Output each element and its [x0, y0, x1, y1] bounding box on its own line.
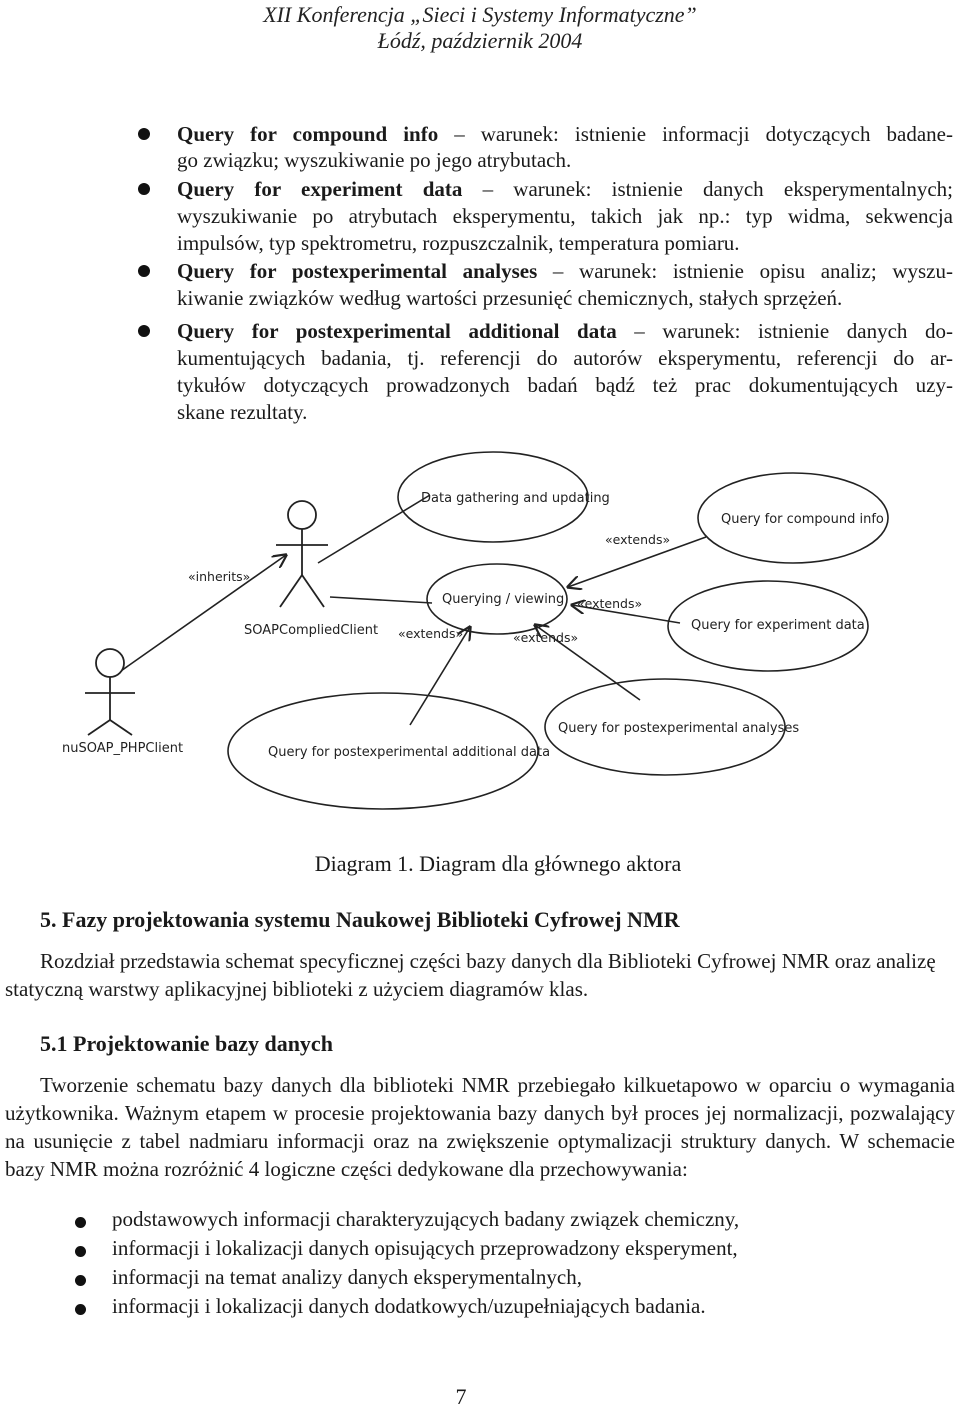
bullet-line: go związku; wyszukiwanie po jego atrybutach.: [177, 148, 572, 172]
bullet-line: tykułów dotyczących prowadzonych badań bądź też prac dokumentujących uzy-: [177, 373, 953, 397]
bullet-dot: [75, 1217, 86, 1228]
use-case-diagram: [0, 435, 960, 835]
bullet-dot: [75, 1275, 86, 1286]
usecase-label: Data gathering and updating: [421, 491, 610, 506]
bullet-line: kumentujących badania, tj. referencji do autorów eksperymentu, referencji do ar-: [177, 346, 953, 370]
bullet-dot: [138, 265, 150, 277]
usecase-label: Query for postexperimental analyses: [558, 721, 800, 736]
usecase-label: Query for experiment data: [691, 618, 865, 633]
usecase-label: Querying / viewing: [442, 592, 565, 607]
bullet-line: kiwanie związków według wartości przesunięć chemicznych, stałych sprzężeń.: [177, 286, 843, 310]
extends-label: «extends»: [513, 630, 579, 645]
bullet-line: wyszukiwanie po atrybutach eksperymentu, takich jak np.: typ widma, sekwencja: [177, 204, 953, 228]
header-conference: XII Konferencja „Sieci i Systemy Informatyczne”: [263, 2, 697, 27]
actor-soap-client: [276, 501, 328, 607]
list-item: informacji i lokalizacji danych opisujących przeprowadzony eksperyment,: [112, 1236, 738, 1260]
extends-label: «extends»: [577, 596, 643, 611]
bullet-dot: [75, 1304, 86, 1315]
usecase-label: Query for postexperimental additional data: [268, 745, 551, 760]
extends-label: «extends»: [605, 532, 671, 547]
header-date: Łódź, październik 2004: [377, 28, 583, 53]
subsection-paragraph: Tworzenie schematu bazy danych dla biblioteki NMR przebiegało kilkuetapowo w oparciu o wymagania użytkownika. Ważnym etapem w procesie projektowania bazy danych był proces jej normalizacji, pozwalający na usunięcie z tabel nadmiaru informacji oraz na zwiększenie optymalizacji struktury danych. W schemacie bazy NMR można rozróżnić 4 logiczne części dedykowane dla przechowywania:: [5, 1073, 955, 1181]
list-item: informacji na temat analizy danych eksperymentalnych,: [112, 1265, 582, 1289]
diagram-caption: Diagram 1. Diagram dla głównego aktora: [314, 851, 682, 876]
bullet-dot: [138, 128, 150, 140]
bullet-line: skane rezultaty.: [177, 400, 308, 424]
bullet-dot: [138, 183, 150, 195]
subsection-title: 5.1 Projektowanie bazy danych: [40, 1031, 333, 1056]
list-item: informacji i lokalizacji danych dodatkowych/uzupełniających badania.: [112, 1294, 706, 1318]
section-paragraph: Rozdział przedstawia schemat specyficznej części bazy danych dla Biblioteki Cyfrowej NMR oraz analizę statyczną warstwy aplikacyjnej biblioteki z użyciem diagramów klas.: [5, 949, 936, 1001]
extends-label: «extends»: [398, 626, 464, 641]
bullet-line: impulsów, typ spektrometru, rozpuszczalnik, temperatura pomiaru.: [177, 231, 740, 255]
actor-label: SOAPCompliedClient: [244, 623, 379, 638]
page-number: 7: [455, 1384, 467, 1409]
actor-nusoap-client: [85, 649, 135, 735]
bullet-dot: [138, 325, 150, 337]
actor-label: nuSOAP_PHPClient: [62, 741, 184, 756]
usecase-label: Query for compound info: [721, 512, 884, 527]
bullet-line: Query for postexperimental analyses – warunek: istnienie opisu analiz; wyszu-: [177, 259, 953, 283]
bullet-dot: [75, 1246, 86, 1257]
list-item: podstawowych informacji charakteryzujących badany związek chemiczny,: [112, 1207, 740, 1231]
inherits-label: «inherits»: [188, 569, 251, 584]
section-title: 5. Fazy projektowania systemu Naukowej Biblioteki Cyfrowej NMR: [40, 907, 680, 932]
bullet-line: Query for postexperimental additional data – warunek: istnienie danych do-: [177, 319, 953, 343]
bullet-line: Query for experiment data – warunek: istnienie danych eksperymentalnych;: [177, 177, 953, 201]
bullet-line: Query for compound info – warunek: istnienie informacji dotyczących badane-: [177, 122, 953, 146]
